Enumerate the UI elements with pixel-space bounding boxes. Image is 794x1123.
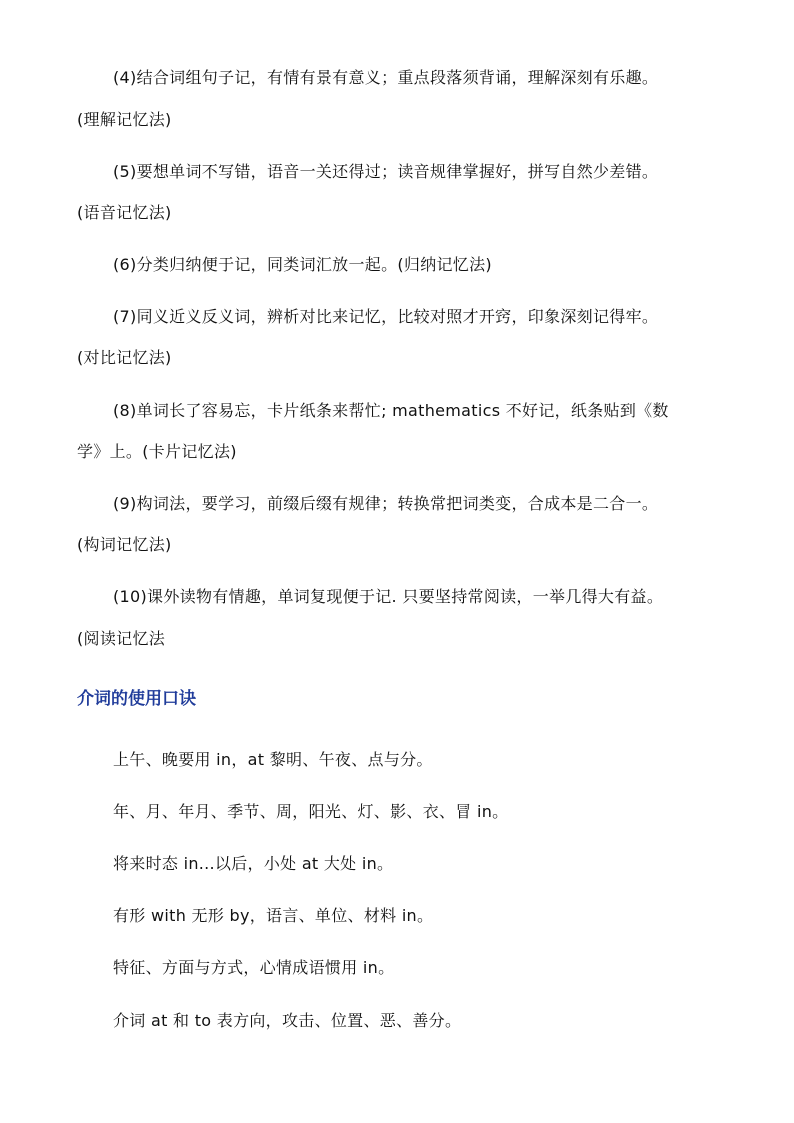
- prep-line-2: 年、月、年月、季节、周，阳光、灯、影、衣、冒 in。: [113, 802, 509, 821]
- prep-line-3: 将来时态 in...以后，小处 at 大处 in。: [113, 854, 394, 873]
- tip-10-line-2: (阅读记忆法: [77, 629, 166, 648]
- tip-4-line-2: (理解记忆法): [77, 110, 172, 129]
- tip-9-line-1: (9)构词法，要学习，前缀后缀有规律；转换常把词类变，合成本是二合一。: [113, 494, 659, 513]
- prep-line-4: 有形 with 无形 by，语言、单位、材料 in。: [113, 906, 434, 925]
- tip-9-line-2: (构词记忆法): [77, 535, 172, 554]
- tip-7-line-1: (7)同义近义反义词，辨析对比来记忆，比较对照才开窍，印象深刻记得牢。: [113, 307, 659, 326]
- section-heading: 介词的使用口诀: [77, 689, 196, 709]
- tip-5-line-2: (语音记忆法): [77, 203, 172, 222]
- prep-line-1: 上午、晚要用 in，at 黎明、午夜、点与分。: [113, 750, 433, 769]
- tip-5-line-1: (5)要想单词不写错，语音一关还得过；读音规律掌握好，拼写自然少差错。: [113, 162, 659, 181]
- tip-10-line-1: (10)课外读物有情趣，单词复现便于记. 只要坚持常阅读，一举几得大有益。: [113, 587, 664, 606]
- prep-line-5: 特征、方面与方式，心情成语惯用 in。: [113, 958, 395, 977]
- tip-8-line-1: (8)单词长了容易忘，卡片纸条来帮忙; mathematics 不好记，纸条贴到《数: [113, 401, 669, 420]
- tip-8-line-2: 学》上。(卡片记忆法): [77, 442, 237, 461]
- prep-line-6: 介词 at 和 to 表方向，攻击、位置、恶、善分。: [113, 1011, 462, 1030]
- tip-4-line-1: (4)结合词组句子记，有情有景有意义；重点段落须背诵，理解深刻有乐趣。: [113, 68, 659, 87]
- tip-6-line-1: (6)分类归纳便于记，同类词汇放一起。(归纳记忆法): [113, 255, 492, 274]
- tip-7-line-2: (对比记忆法): [77, 348, 172, 367]
